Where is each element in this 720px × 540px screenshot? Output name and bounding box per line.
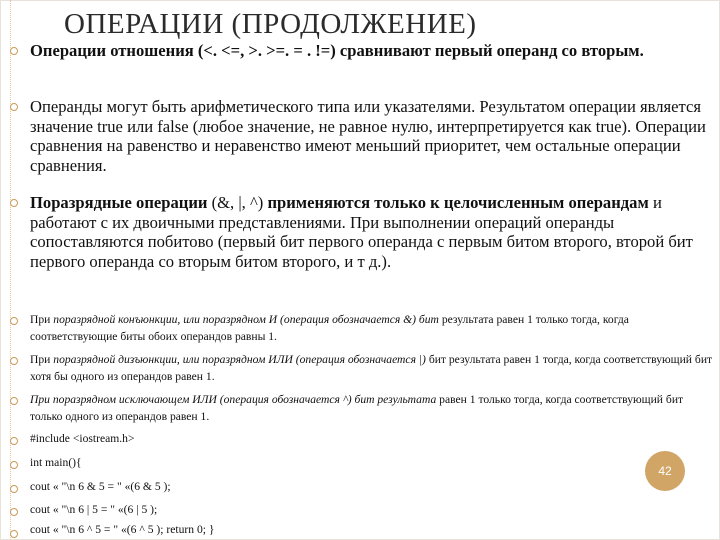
- paragraph-relational-ops: [30, 41, 714, 61]
- bullet-icon: [10, 317, 18, 325]
- italic-part: При поразрядном исключающем ИЛИ (операция обозначается ^) бит результата: [30, 393, 437, 406]
- text-part: равен 1 только тогда, когда соответствующий бит только одного из операндов равен 1.: [30, 393, 684, 424]
- code-line: int main(){: [30, 456, 82, 469]
- bullet-icon: [10, 485, 18, 493]
- paragraph-text: Операнды могут быть арифметического типа или указателями. Результатом операции является значение true или false (любое значение, не равное нулю, интерпретируется как true). Операции сравнения на равенство и неравенство имеют меньший приоритет, чем остальные операции сравнения.: [30, 97, 706, 175]
- bullet-icon: [10, 530, 18, 538]
- bold-term: Поразрядные операции: [30, 193, 208, 212]
- bullet-icon: [10, 508, 18, 516]
- operators-text: (&, |, ^): [207, 193, 268, 212]
- bullet-icon: [10, 437, 18, 445]
- bold-phrase: применяются только к целочисленным операндам: [267, 193, 649, 212]
- paragraph-text: и работают с их двоичными представлениями. При выполнении операций операнды сопоставляются побитово (первый бит первого операнда с первым битом второго, второй бит первого операнда со вторым битом второго, и т д.).: [30, 193, 693, 271]
- paragraph-bitwise-or: [30, 351, 714, 386]
- bullet-icon: [10, 47, 18, 55]
- text-part: бит результата равен 1 тогда, когда соответствующий бит хотя бы одного из операндов равен 1.: [30, 353, 713, 384]
- left-border-rule: [10, 0, 11, 540]
- text-part: При: [30, 353, 54, 366]
- paragraph-bitwise-ops: [30, 193, 714, 271]
- bullet-icon: [10, 357, 18, 365]
- text-part: При: [30, 313, 54, 326]
- paragraph-bitwise-xor: [30, 391, 714, 426]
- code-line: cout « "\n 6 ^ 5 = " «(6 ^ 5 ); return 0; }: [30, 523, 215, 536]
- bullet-icon: [10, 397, 18, 405]
- paragraph-operands: [30, 97, 714, 175]
- bullet-icon: [10, 199, 18, 207]
- paragraph-bitwise-and: [30, 311, 714, 346]
- text-part: результата равен 1 только тогда, когда соответствующие биты обоих операндов равны 1.: [30, 313, 629, 344]
- slide-title: ОПЕРАЦИИ (ПРОДОЛЖЕНИЕ): [64, 8, 477, 40]
- code-line: cout « "\n 6 & 5 = " «(6 & 5 );: [30, 480, 171, 493]
- paragraph-text: Операции отношения (<. <=, >. >=. = . !=) сравнивают первый операнд со вторым.: [30, 41, 644, 60]
- italic-part: поразрядной конъюнкции, или поразрядном И (операция обозначается &) бит: [53, 313, 439, 326]
- bullet-icon: [10, 103, 18, 111]
- bullet-icon: [10, 461, 18, 469]
- code-line: cout « "\n 6 | 5 = " «(6 | 5 );: [30, 503, 158, 516]
- italic-part: поразрядной дизъюнкции, или поразрядном ИЛИ (операция обозначается |): [53, 353, 426, 366]
- page-number-badge: 42: [645, 451, 685, 491]
- code-line: #include <iostream.h>: [30, 432, 135, 445]
